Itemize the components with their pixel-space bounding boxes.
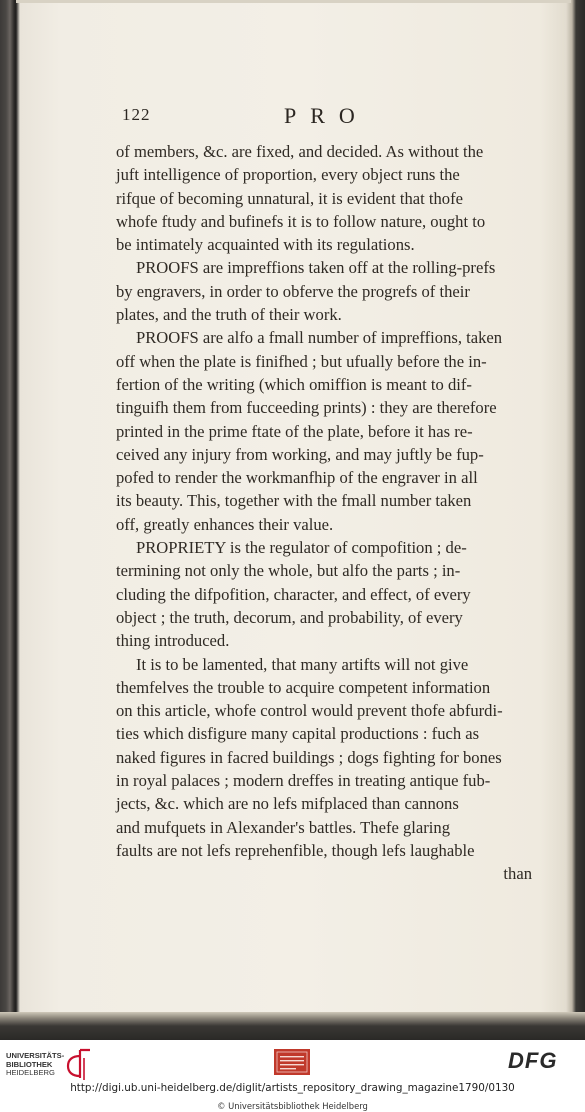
text-line: termining not only the whole, but alfo the parts ; in-: [116, 561, 461, 581]
text-line: ties which disfigure many capital productions : fuch as: [116, 724, 480, 744]
text-line: PROOFS are impreffions taken off at the rolling-prefs: [136, 258, 496, 278]
university-library-logo[interactable]: [6, 1048, 96, 1080]
text-line: naked figures in facred buildings ; dogs fighting for bones: [116, 747, 502, 767]
text-line: object ; the truth, decorum, and probability, of every: [116, 607, 463, 627]
copyright-notice: © Universitätsbibliothek Heidelberg: [217, 1101, 368, 1111]
text-line: plates, and the truth of their work.: [116, 305, 342, 325]
text-line: fertion of the writing (which omiffion is meant to dif-: [116, 374, 472, 394]
library-name: [6, 1052, 64, 1078]
dfg-logo[interactable]: DFG: [508, 1048, 558, 1073]
page-bottom-edge: [0, 1012, 585, 1040]
text-line: pofed to render the workmanfhip of the engraver in all: [116, 468, 478, 488]
text-line: and mufquets in Alexander's battles. Thefe glaring: [116, 817, 451, 837]
text-line: faults are not lefs reprehenfible, though lefs laughable: [116, 840, 475, 860]
text-line: printed in the prime ftate of the plate, before it has re-: [116, 421, 473, 441]
catchword: than: [503, 864, 532, 884]
text-line: by engravers, in order to obferve the progrefs of their: [116, 281, 470, 301]
text-line: PROOFS are alfo a fmall number of impreffions, taken: [136, 328, 503, 348]
body-text: [116, 140, 532, 886]
text-line: ceived any injury from working, and may juftly be fup-: [116, 444, 484, 464]
text-line: off, greatly enhances their value.: [116, 514, 334, 534]
text-line: on this article, whofe control would prevent thofe abfurdi-: [116, 701, 503, 721]
text-line: tinguifh them from fucceeding prints) : they are therefore: [116, 398, 497, 418]
footer: [0, 1040, 585, 1112]
page-top-edge: [16, 0, 571, 3]
text-line: jects, &c. which are no lefs mifplaced than cannons: [116, 794, 459, 814]
text-line: of members, &c. are fixed, and decided. As without the: [116, 142, 484, 161]
text-line: themfelves the trouble to acquire competent information: [116, 677, 491, 697]
text-line: cluding the difpofition, character, and effect, of every: [116, 584, 471, 604]
text-line: its beauty. This, together with the fmall number taken: [116, 491, 472, 511]
running-head: PRO: [284, 103, 369, 128]
text-line: rifque of becoming unnatural, it is evident that thofe: [116, 188, 463, 208]
library-name-line: BIBLIOTHEK: [6, 1059, 53, 1069]
text-line: whofe ftudy and bufinefs it is to follow nature, ought to: [116, 211, 486, 231]
permalink[interactable]: http://digi.ub.uni-heidelberg.de/diglit/artists_repository_drawing_magazine1790/0130: [70, 1082, 515, 1094]
text-line: be intimately acquainted with its regulations.: [116, 235, 415, 255]
library-name-line: UNIVERSITÄTS-: [6, 1051, 65, 1060]
library-emblem-icon: [62, 1048, 94, 1082]
text-line: juft intelligence of proportion, every object runs the: [116, 165, 460, 185]
page-number: 122: [122, 105, 151, 124]
page-header: [122, 103, 530, 133]
text-line: PROPRIETY is the regulator of compofition ; de-: [136, 538, 467, 558]
digitization-badge-icon[interactable]: [273, 1048, 311, 1076]
text-line: off when the plate is finifhed ; but ufually before the in-: [116, 351, 487, 371]
text-line: in royal palaces ; modern dreffes in treating antique fub-: [116, 771, 491, 791]
text-line: thing introduced.: [116, 631, 230, 651]
text-line: It is to be lamented, that many artifts will not give: [136, 654, 469, 674]
library-name-line: HEIDELBERG: [6, 1068, 55, 1078]
